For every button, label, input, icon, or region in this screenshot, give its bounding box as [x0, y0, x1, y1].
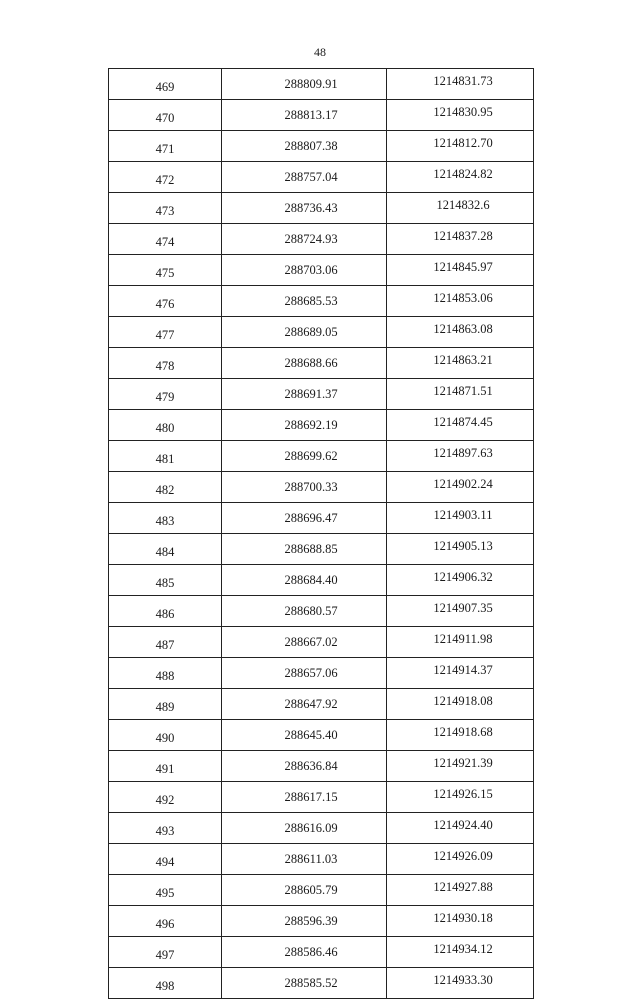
- x-coordinate-cell: 288596.39: [222, 906, 387, 937]
- x-coordinate-cell: 288680.57: [222, 596, 387, 627]
- point-number-cell: 483: [109, 503, 222, 534]
- point-number-cell: 471: [109, 131, 222, 162]
- point-number-cell: 484: [109, 534, 222, 565]
- table-row: [109, 69, 534, 100]
- x-coordinate-cell: 288807.38: [222, 131, 387, 162]
- x-coordinate-cell: 288692.19: [222, 410, 387, 441]
- y-coordinate-cell: 1214906.32: [387, 565, 534, 596]
- table-row: [109, 720, 534, 751]
- table-row: [109, 317, 534, 348]
- table-row: [109, 906, 534, 937]
- point-number-cell: 489: [109, 689, 222, 720]
- table-row: [109, 286, 534, 317]
- table-row: [109, 813, 534, 844]
- table-row: [109, 131, 534, 162]
- y-coordinate-cell: 1214874.45: [387, 410, 534, 441]
- x-coordinate-cell: 288757.04: [222, 162, 387, 193]
- table-row: [109, 162, 534, 193]
- table-row: [109, 844, 534, 875]
- table-row: [109, 751, 534, 782]
- x-coordinate-cell: 288736.43: [222, 193, 387, 224]
- point-number-cell: 498: [109, 968, 222, 999]
- y-coordinate-cell: 1214853.06: [387, 286, 534, 317]
- table-row: [109, 503, 534, 534]
- x-coordinate-cell: 288700.33: [222, 472, 387, 503]
- x-coordinate-cell: 288617.15: [222, 782, 387, 813]
- table-row: [109, 255, 534, 286]
- point-number-cell: 493: [109, 813, 222, 844]
- x-coordinate-cell: 288585.52: [222, 968, 387, 999]
- x-coordinate-cell: 288703.06: [222, 255, 387, 286]
- y-coordinate-cell: 1214926.09: [387, 844, 534, 875]
- y-coordinate-cell: 1214924.40: [387, 813, 534, 844]
- y-coordinate-cell: 1214926.15: [387, 782, 534, 813]
- y-coordinate-cell: 1214927.88: [387, 875, 534, 906]
- y-coordinate-cell: 1214830.95: [387, 100, 534, 131]
- point-number-cell: 478: [109, 348, 222, 379]
- y-coordinate-cell: 1214871.51: [387, 379, 534, 410]
- table-row: [109, 968, 534, 999]
- y-coordinate-cell: 1214812.70: [387, 131, 534, 162]
- y-coordinate-cell: 1214918.08: [387, 689, 534, 720]
- table-row: [109, 410, 534, 441]
- y-coordinate-cell: 1214902.24: [387, 472, 534, 503]
- y-coordinate-cell: 1214930.18: [387, 906, 534, 937]
- x-coordinate-cell: 288696.47: [222, 503, 387, 534]
- x-coordinate-cell: 288645.40: [222, 720, 387, 751]
- x-coordinate-cell: 288689.05: [222, 317, 387, 348]
- table-row: [109, 875, 534, 906]
- point-number-cell: 476: [109, 286, 222, 317]
- y-coordinate-cell: 1214863.21: [387, 348, 534, 379]
- table-row: [109, 193, 534, 224]
- table-row: [109, 100, 534, 131]
- point-number-cell: 491: [109, 751, 222, 782]
- point-number-cell: 492: [109, 782, 222, 813]
- point-number-cell: 481: [109, 441, 222, 472]
- point-number-cell: 495: [109, 875, 222, 906]
- point-number-cell: 496: [109, 906, 222, 937]
- point-number-cell: 494: [109, 844, 222, 875]
- table-row: [109, 937, 534, 968]
- point-number-cell: 482: [109, 472, 222, 503]
- point-number-cell: 473: [109, 193, 222, 224]
- y-coordinate-cell: 1214903.11: [387, 503, 534, 534]
- y-coordinate-cell: 1214832.6: [387, 193, 534, 224]
- y-coordinate-cell: 1214897.63: [387, 441, 534, 472]
- coordinate-table: [108, 68, 534, 999]
- point-number-cell: 487: [109, 627, 222, 658]
- point-number-cell: 485: [109, 565, 222, 596]
- y-coordinate-cell: 1214824.82: [387, 162, 534, 193]
- table-row: [109, 348, 534, 379]
- y-coordinate-cell: 1214933.30: [387, 968, 534, 999]
- y-coordinate-cell: 1214934.12: [387, 937, 534, 968]
- point-number-cell: 474: [109, 224, 222, 255]
- table-row: [109, 472, 534, 503]
- x-coordinate-cell: 288724.93: [222, 224, 387, 255]
- coordinate-table-body: [109, 69, 534, 999]
- y-coordinate-cell: 1214911.98: [387, 627, 534, 658]
- table-row: [109, 441, 534, 472]
- y-coordinate-cell: 1214863.08: [387, 317, 534, 348]
- x-coordinate-cell: 288611.03: [222, 844, 387, 875]
- y-coordinate-cell: 1214845.97: [387, 255, 534, 286]
- x-coordinate-cell: 288636.84: [222, 751, 387, 782]
- x-coordinate-cell: 288699.62: [222, 441, 387, 472]
- table-row: [109, 596, 534, 627]
- point-number-cell: 470: [109, 100, 222, 131]
- point-number-cell: 477: [109, 317, 222, 348]
- y-coordinate-cell: 1214905.13: [387, 534, 534, 565]
- table-row: [109, 379, 534, 410]
- table-row: [109, 689, 534, 720]
- point-number-cell: 488: [109, 658, 222, 689]
- y-coordinate-cell: 1214918.68: [387, 720, 534, 751]
- y-coordinate-cell: 1214831.73: [387, 69, 534, 100]
- x-coordinate-cell: 288667.02: [222, 627, 387, 658]
- point-number-cell: 480: [109, 410, 222, 441]
- x-coordinate-cell: 288605.79: [222, 875, 387, 906]
- x-coordinate-cell: 288688.85: [222, 534, 387, 565]
- x-coordinate-cell: 288616.09: [222, 813, 387, 844]
- point-number-cell: 472: [109, 162, 222, 193]
- x-coordinate-cell: 288809.91: [222, 69, 387, 100]
- table-row: [109, 224, 534, 255]
- page-number: 48: [314, 45, 326, 59]
- y-coordinate-cell: 1214921.39: [387, 751, 534, 782]
- point-number-cell: 475: [109, 255, 222, 286]
- table-row: [109, 534, 534, 565]
- table-row: [109, 627, 534, 658]
- x-coordinate-cell: 288647.92: [222, 689, 387, 720]
- point-number-cell: 490: [109, 720, 222, 751]
- point-number-cell: 479: [109, 379, 222, 410]
- x-coordinate-cell: 288688.66: [222, 348, 387, 379]
- x-coordinate-cell: 288813.17: [222, 100, 387, 131]
- table-row: [109, 782, 534, 813]
- point-number-cell: 497: [109, 937, 222, 968]
- x-coordinate-cell: 288657.06: [222, 658, 387, 689]
- x-coordinate-cell: 288685.53: [222, 286, 387, 317]
- x-coordinate-cell: 288684.40: [222, 565, 387, 596]
- y-coordinate-cell: 1214837.28: [387, 224, 534, 255]
- x-coordinate-cell: 288586.46: [222, 937, 387, 968]
- y-coordinate-cell: 1214907.35: [387, 596, 534, 627]
- x-coordinate-cell: 288691.37: [222, 379, 387, 410]
- y-coordinate-cell: 1214914.37: [387, 658, 534, 689]
- table-row: [109, 658, 534, 689]
- point-number-cell: 486: [109, 596, 222, 627]
- table-row: [109, 565, 534, 596]
- point-number-cell: 469: [109, 69, 222, 100]
